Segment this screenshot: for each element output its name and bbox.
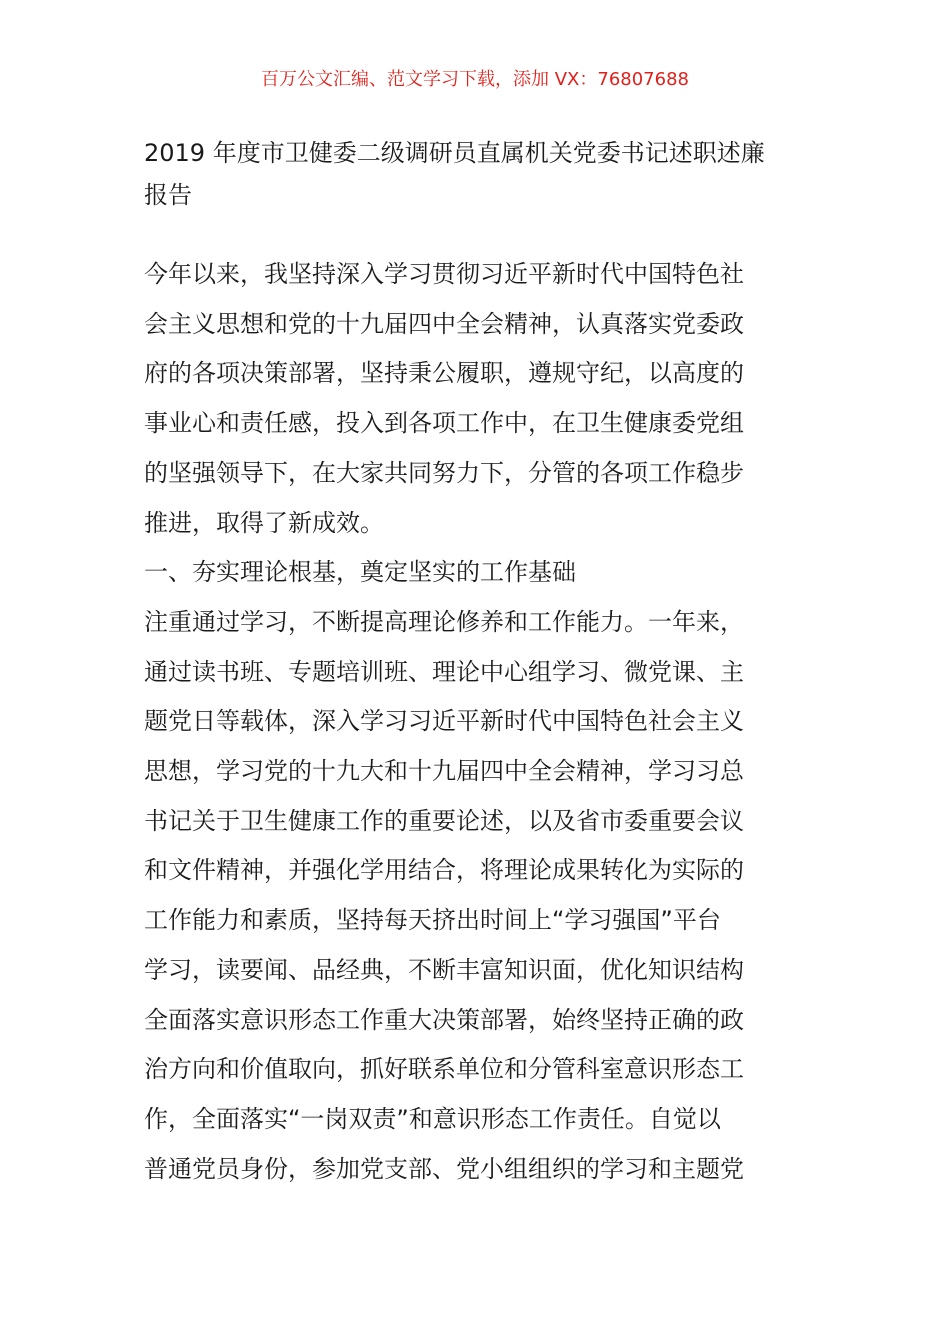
body-line: 会主义思想和党的十九届四中全会精神，认真落实党委政 [144, 309, 744, 338]
body-line: 题党日等载体，深入学习习近平新时代中国特色社会主义 [144, 707, 744, 736]
body-line: 学习，读要闻、品经典，不断丰富知识面，优化知识结构 [144, 955, 744, 984]
body-line: 普通党员身份，参加党支部、党小组组织的学习和主题党 [144, 1154, 744, 1183]
body-line: 事业心和责任感，投入到各项工作中，在卫生健康委党组 [144, 409, 744, 438]
body-line: 的坚强领导下，在大家共同努力下，分管的各项工作稳步 [144, 458, 744, 487]
title-line: 2019 年度市卫健委二级调研员直属机关党委书记述职述廉 [144, 139, 765, 167]
body-line: 今年以来，我坚持深入学习贯彻习近平新时代中国特色社 [144, 260, 744, 288]
body-line: 治方向和价值取向，抓好联系单位和分管科室意识形态工 [144, 1055, 744, 1084]
section-heading: 一、夯实理论根基，奠定坚实的工作基础 [144, 558, 576, 587]
header-banner: 百万公文汇编、范文学习下载，添加 VX：76807688 [261, 69, 689, 90]
body-line: 注重通过学习，不断提高理论修养和工作能力。一年来， [144, 607, 744, 636]
body-line: 通过读书班、专题培训班、理论中心组学习、微党课、主 [144, 657, 744, 686]
body-line: 全面落实意识形态工作重大决策部署，始终坚持正确的政 [144, 1005, 744, 1034]
body-line: 推进，取得了新成效。 [144, 508, 384, 537]
body-line: 思想，学习党的十九大和十九届四中全会精神，学习习总 [144, 757, 744, 786]
body-line: 书记关于卫生健康工作的重要论述，以及省市委重要会议 [144, 806, 744, 835]
body-line: 府的各项决策部署，坚持秉公履职，遵规守纪，以高度的 [144, 359, 744, 388]
body-line: 和文件精神，并强化学用结合，将理论成果转化为实际的 [144, 856, 744, 885]
body-line: 作，全面落实“一岗双责”和意识形态工作责任。自觉以 [144, 1104, 721, 1133]
title-line: 报告 [144, 181, 192, 209]
document-body [144, 250, 824, 1194]
document-title [144, 132, 824, 216]
body-line: 工作能力和素质，坚持每天挤出时间上“学习强国”平台 [144, 906, 721, 935]
